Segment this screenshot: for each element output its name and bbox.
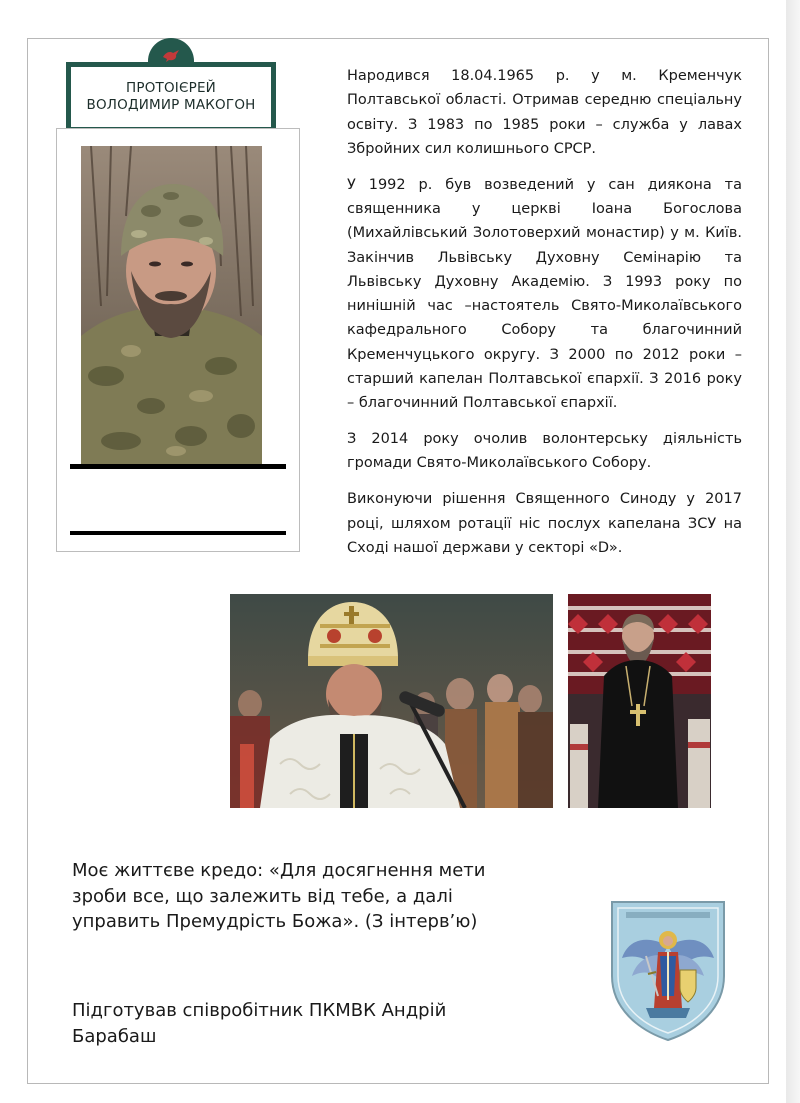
title-rank: ПРОТОІЄРЕЙ: [126, 80, 216, 96]
title-name: ВОЛОДИМИР МАКОГОН: [86, 97, 256, 113]
bio-paragraph: З 2014 року очолив волонтерську діяльність громади Свято-Миколаївського Собору.: [347, 431, 742, 472]
divider-line-top: [70, 464, 286, 469]
name-badge: [66, 62, 276, 132]
bio-paragraph: У 1992 р. був возведений у сан диякона та священника у церкві Іоана Богослова (Михайлівський Золотоверхий монастир) у м. Київ. Закінчив Львівську Духовну Семінарію та Львівську Духовну Академію. З 1993 року по нинішній час –настоятель Свято-Миколаївського кафедрального Собору та благочинний Кременчуцького округу. З 2000 по 2012 роки – старший капелан Полтавської єпархії. З 2016 року – благочинний Полтавської єпархії.: [347, 176, 742, 412]
bird-icon: [160, 47, 182, 63]
life-credo-quote: Моє життєве кредо: «Для досягнення мети зроби все, що залежить від тебе, а далі управить Премудрість Божа». (З інтерв’ю): [72, 860, 486, 932]
bio-paragraph: Народився 18.04.1965 р. у м. Кременчук Полтавської області. Отримав середню спеціальну освіту. З 1983 по 1985 роки – служба у лавах Збройних сил колишнього СРСР.: [347, 68, 742, 157]
divider-line-bottom: [70, 531, 286, 535]
bio-paragraph: Виконуючи рішення Священного Синоду у 2017 році, шляхом ротації ніс послух капелана ЗСУ на Сході нашої держави у секторі «D».: [347, 491, 742, 556]
portrait-photo: [81, 146, 262, 464]
biography-text: [347, 64, 742, 572]
cassock-photo: [568, 594, 711, 808]
author-credit: Підготував співробітник ПКМВК Андрій Барабаш: [72, 1000, 447, 1047]
viewer-edge: [786, 0, 800, 1103]
ceremony-photo: [230, 594, 553, 808]
name-badge-inner: [70, 66, 272, 128]
museum-emblem: [606, 896, 730, 1042]
